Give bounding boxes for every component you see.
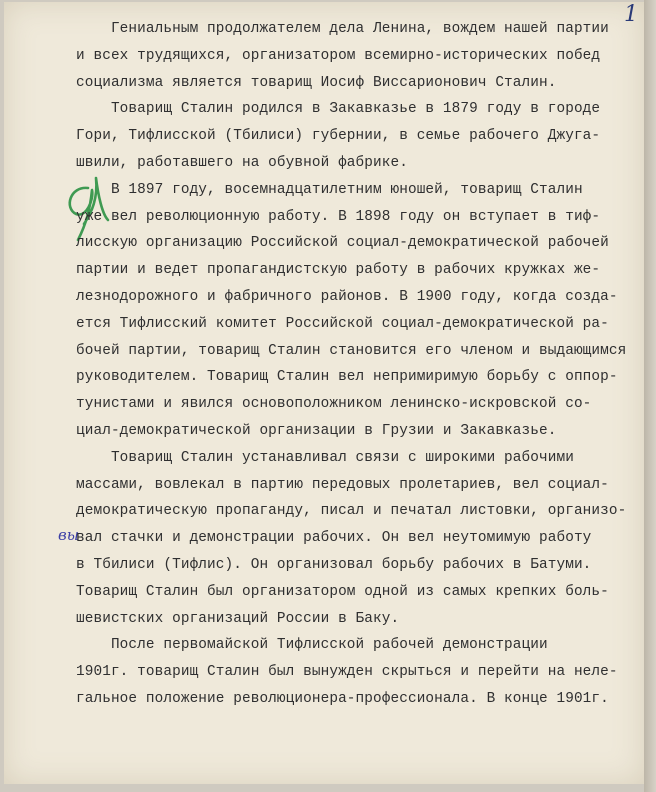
text-line: 1901г. товарищ Сталин был вынужден скрыться и перейти на неле- <box>76 664 618 681</box>
text-line: Гори, Тифлисской (Тбилиси) губернии, в семье рабочего Джуга- <box>76 128 601 145</box>
text-line: и всех трудящихся, организатором всемирно-исторических побед <box>76 47 601 64</box>
text-line: уже вел революционную работу. В 1898 году он вступает в тиф- <box>76 208 601 225</box>
margin-handwritten-note: вы <box>58 526 79 544</box>
text-line: вал стачки и демонстрации рабочих. Он вел неутомимую работу <box>76 530 592 547</box>
text-line: шевистских организаций России в Баку. <box>76 610 400 627</box>
text-line: Товарищ Сталин родился в Закавказье в 1879 году в городе <box>76 101 601 118</box>
text-line: партии и ведет пропагандистскую работу в рабочих кружках же- <box>76 262 601 279</box>
text-line: лисскую организацию Российской социал-демократической рабочей <box>76 235 609 252</box>
page-number: 1 <box>624 2 638 27</box>
text-line: гальное положение революционера-профессионала. В конце 1901г. <box>76 690 609 707</box>
background-edge <box>644 0 656 792</box>
text-line: руководителем. Товарищ Сталин вел непримиримую борьбу с оппор- <box>76 369 618 386</box>
text-line: циал-демократической организации в Грузии и Закавказье. <box>76 422 557 439</box>
text-line: Товарищ Сталин устанавливал связи с широкими рабочими <box>76 449 574 466</box>
text-line: бочей партии, товарищ Сталин становится его членом и выдающимся <box>76 342 627 359</box>
text-line: в Тбилиси (Тифлис). Он организовал борьбу рабочих в Батуми. <box>76 556 592 573</box>
text-line: Гениальным продолжателем дела Ленина, вождем нашей партии <box>76 21 609 37</box>
text-line: демократическую пропаганду, писал и печатал листовки, организо- <box>76 503 627 520</box>
text-line: социализма является товарищ Иосиф Виссарионович Сталин. <box>76 74 557 91</box>
text-line: тунистами и явился основоположником ленинско-искровской со- <box>76 396 592 413</box>
typed-text-body <box>76 16 644 713</box>
text-line: лезнодорожного и фабричного районов. В 1900 году, когда созда- <box>76 288 618 305</box>
text-line: После первомайской Тифлисской рабочей демонстрации <box>76 637 548 654</box>
text-line: швили, работавшего на обувной фабрике. <box>76 154 408 171</box>
text-line: Товарищ Сталин был организатором одной из самых крепких боль- <box>76 583 609 600</box>
text-line: ется Тифлисский комитет Российской социал-демократической ра- <box>76 315 609 332</box>
text-line: массами, вовлекал в партию передовых пролетариев, вел социал- <box>76 476 609 493</box>
text-line: В 1897 году, восемнадцатилетним юношей, товарищ Сталин <box>76 181 583 198</box>
